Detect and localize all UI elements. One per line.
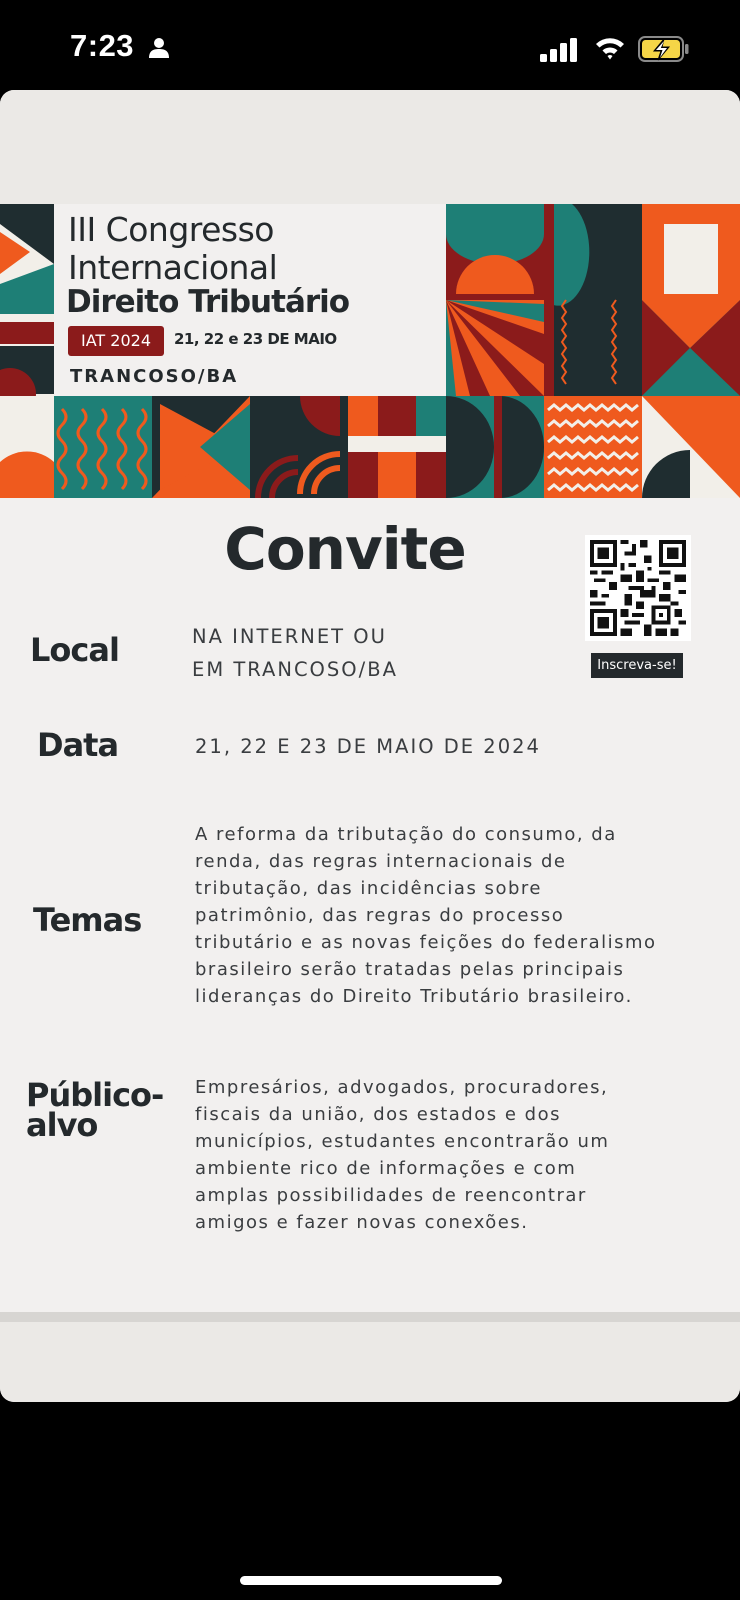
register-button[interactable]: Inscreva-se! xyxy=(591,653,683,678)
invitation-card xyxy=(0,90,740,1402)
banner-place: TRANCOSO/BA xyxy=(70,366,239,387)
banner-dates: 21, 22 e 23 DE MAIO xyxy=(174,330,337,348)
local-value-line-1: NA INTERNET OU xyxy=(192,625,387,648)
audience-label xyxy=(26,1076,164,1144)
card-bottom-margin xyxy=(0,1312,740,1402)
banner-line-3: Direito Tributário xyxy=(66,284,350,320)
themes-line: renda, das regras internacionais de xyxy=(195,851,567,872)
audience-text xyxy=(195,1074,609,1236)
battery-charging-icon xyxy=(638,36,690,62)
status-time: 7:23 xyxy=(70,28,135,63)
iat-badge: IAT 2024 xyxy=(68,326,164,356)
status-bar xyxy=(0,0,740,90)
banner-line-2: Internacional xyxy=(68,248,278,287)
audience-line: Empresários, advogados, procuradores, xyxy=(195,1077,609,1098)
themes-line: lideranças do Direito Tributário brasileiro. xyxy=(195,986,633,1007)
themes-line: tributação, das incidências sobre xyxy=(195,878,542,899)
event-banner xyxy=(0,204,740,498)
audience-line: amigos e fazer novas conexões. xyxy=(195,1212,529,1233)
home-indicator[interactable] xyxy=(240,1576,502,1585)
local-value-line-2: EM TRANCOSO/BA xyxy=(192,658,398,681)
audience-line: fiscais da união, dos estados e dos xyxy=(195,1104,561,1125)
themes-label: Temas xyxy=(33,901,142,939)
themes-line: A reforma da tributação do consumo, da xyxy=(195,824,617,845)
audience-line: municípios, estudantes encontrarão um xyxy=(195,1131,610,1152)
qr-code[interactable] xyxy=(585,535,691,641)
banner-title-block xyxy=(54,204,446,396)
person-icon xyxy=(148,37,170,59)
date-label: Data xyxy=(37,726,119,764)
themes-line: patrimônio, das regras do processo xyxy=(195,905,565,926)
signal-icon xyxy=(540,38,580,62)
wifi-icon xyxy=(594,35,626,61)
local-value xyxy=(192,620,398,686)
audience-label-line-2: alvo xyxy=(26,1106,98,1144)
banner-line-1: III Congresso xyxy=(68,210,275,249)
audience-line: ambiente rico de informações e com xyxy=(195,1158,577,1179)
date-value: 21, 22 E 23 DE MAIO DE 2024 xyxy=(195,735,541,758)
audience-line: amplas possibilidades de reencontrar xyxy=(195,1185,587,1206)
card-top-margin xyxy=(0,90,740,204)
themes-line: tributário e as novas feições do federalismo xyxy=(195,932,657,953)
invitation-title: Convite xyxy=(224,515,466,583)
local-label: Local xyxy=(30,631,119,669)
audience-label-line-1: Público- xyxy=(26,1076,164,1114)
themes-line: brasileiro serão tratadas pelas principais xyxy=(195,959,625,980)
themes-text xyxy=(195,821,657,1010)
